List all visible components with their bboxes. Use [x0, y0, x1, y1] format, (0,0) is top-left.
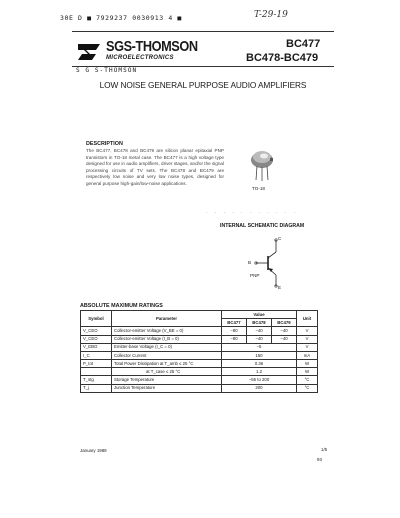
col-variant-1: BC477 — [222, 319, 247, 327]
row-unit: V — [297, 343, 318, 351]
row-unit: °C — [297, 384, 318, 392]
to18-package-image — [240, 146, 284, 182]
table-row — [81, 368, 318, 376]
col-symbol-header: Symbol — [81, 311, 112, 327]
description-heading: DESCRIPTION — [86, 141, 123, 147]
schematic-label-type: PNP — [250, 273, 260, 278]
table-row — [81, 376, 318, 384]
row-value-merged: −55 to 200 — [222, 376, 297, 384]
row-value-1: −80 — [222, 335, 247, 343]
row-unit: °C — [297, 376, 318, 384]
row-symbol: T_stg — [81, 376, 112, 384]
table-row — [81, 384, 318, 392]
row-parameter: Collector-emitter Voltage (V_BE = 0) — [112, 327, 222, 335]
row-symbol: V_CEO — [81, 335, 112, 343]
row-symbol: V_EBO — [81, 343, 112, 351]
row-value-1: −80 — [222, 327, 247, 335]
part-number-secondary: BC478-BC479 — [246, 52, 319, 64]
col-unit-header: Unit — [297, 311, 318, 327]
row-symbol: I_C — [81, 351, 112, 359]
row-parameter: Collector Current — [112, 351, 222, 359]
row-value-3: −40 — [272, 335, 297, 343]
pnp-transistor-schematic-icon — [252, 238, 300, 294]
row-symbol: V_CEO — [81, 327, 112, 335]
st-logo-icon — [76, 42, 102, 62]
row-symbol: P_tot — [81, 360, 112, 368]
brand-name: SGS-THOMSON — [106, 38, 198, 55]
schematic-title: INTERNAL SCHEMATIC DIAGRAM — [220, 223, 305, 229]
package-label: TO-18 — [252, 186, 265, 191]
row-value-merged: 200 — [222, 384, 297, 392]
document-code-line: 30E D ■ 7929237 0030913 4 ■ — [60, 14, 182, 22]
row-value-merged: −5 — [222, 343, 297, 351]
description-text: The BC477, BC478 and BC479 are silicon planar epitaxial PNP transistors in TO-18 metal case. The BC477 is a high voltage type designed for use in audio amplifiers, driver stages, and/or the signal processing circuits of TV sets. The BC478 and BC479 are respectively low noise and very low noise types, designed for general purpose high-gain/low-noise applications. — [86, 148, 224, 186]
row-unit: W — [297, 368, 318, 376]
row-value-3: −40 — [272, 327, 297, 335]
row-value-merged: 150 — [222, 351, 297, 359]
ratings-table — [80, 310, 318, 393]
brand-subtitle: MICROELECTRONICS — [106, 55, 174, 61]
row-unit: V — [297, 327, 318, 335]
separator-dots: · · · · · · · · · · · — [206, 210, 298, 215]
col-parameter-header: Parameter — [112, 311, 222, 327]
row-unit: W — [297, 360, 318, 368]
table-row — [81, 360, 318, 368]
row-value-2: −40 — [247, 335, 272, 343]
row-value-merged: 0.36 — [222, 360, 297, 368]
row-symbol — [81, 368, 112, 376]
page-title: LOW NOISE GENERAL PURPOSE AUDIO AMPLIFIERS — [99, 80, 307, 90]
row-value-merged: 1.2 — [222, 368, 297, 376]
row-parameter: at T_case ≤ 25 °C — [112, 368, 222, 376]
row-unit: mA — [297, 351, 318, 359]
col-variant-3: BC479 — [272, 319, 297, 327]
col-value-header: Value — [222, 311, 297, 319]
row-parameter: Emitter-base Voltage (I_C = 0) — [112, 343, 222, 351]
company-stamp: S G S-THOMSON — [76, 67, 138, 74]
row-parameter: Collector-emitter Voltage (I_B = 0) — [112, 335, 222, 343]
row-parameter: Junction Temperature — [112, 384, 222, 392]
row-parameter: Total Power Dissipation at T_amb ≤ 25 °C — [112, 360, 222, 368]
table-row — [81, 327, 318, 335]
table-header-row — [81, 311, 318, 319]
header-top-rule — [72, 31, 334, 32]
part-number-primary: BC477 — [286, 38, 321, 50]
handwritten-code: T-29-19 — [254, 10, 288, 20]
footer-date: January 1989 — [80, 448, 107, 453]
row-value-2: −40 — [247, 327, 272, 335]
schematic-label-c: C — [278, 236, 282, 241]
col-variant-2: BC478 — [247, 319, 272, 327]
ratings-heading: ABSOLUTE MAXIMUM RATINGS — [80, 303, 163, 309]
row-symbol: T_j — [81, 384, 112, 392]
table-row — [81, 343, 318, 351]
schematic-label-e: E — [278, 285, 282, 290]
footer-page-number: 93 — [317, 457, 322, 462]
row-parameter: Storage Temperature — [112, 376, 222, 384]
row-unit: V — [297, 335, 318, 343]
table-row — [81, 335, 318, 343]
table-row — [81, 351, 318, 359]
schematic-label-b: B — [248, 260, 252, 265]
footer-page-fraction: 1/5 — [321, 447, 328, 452]
